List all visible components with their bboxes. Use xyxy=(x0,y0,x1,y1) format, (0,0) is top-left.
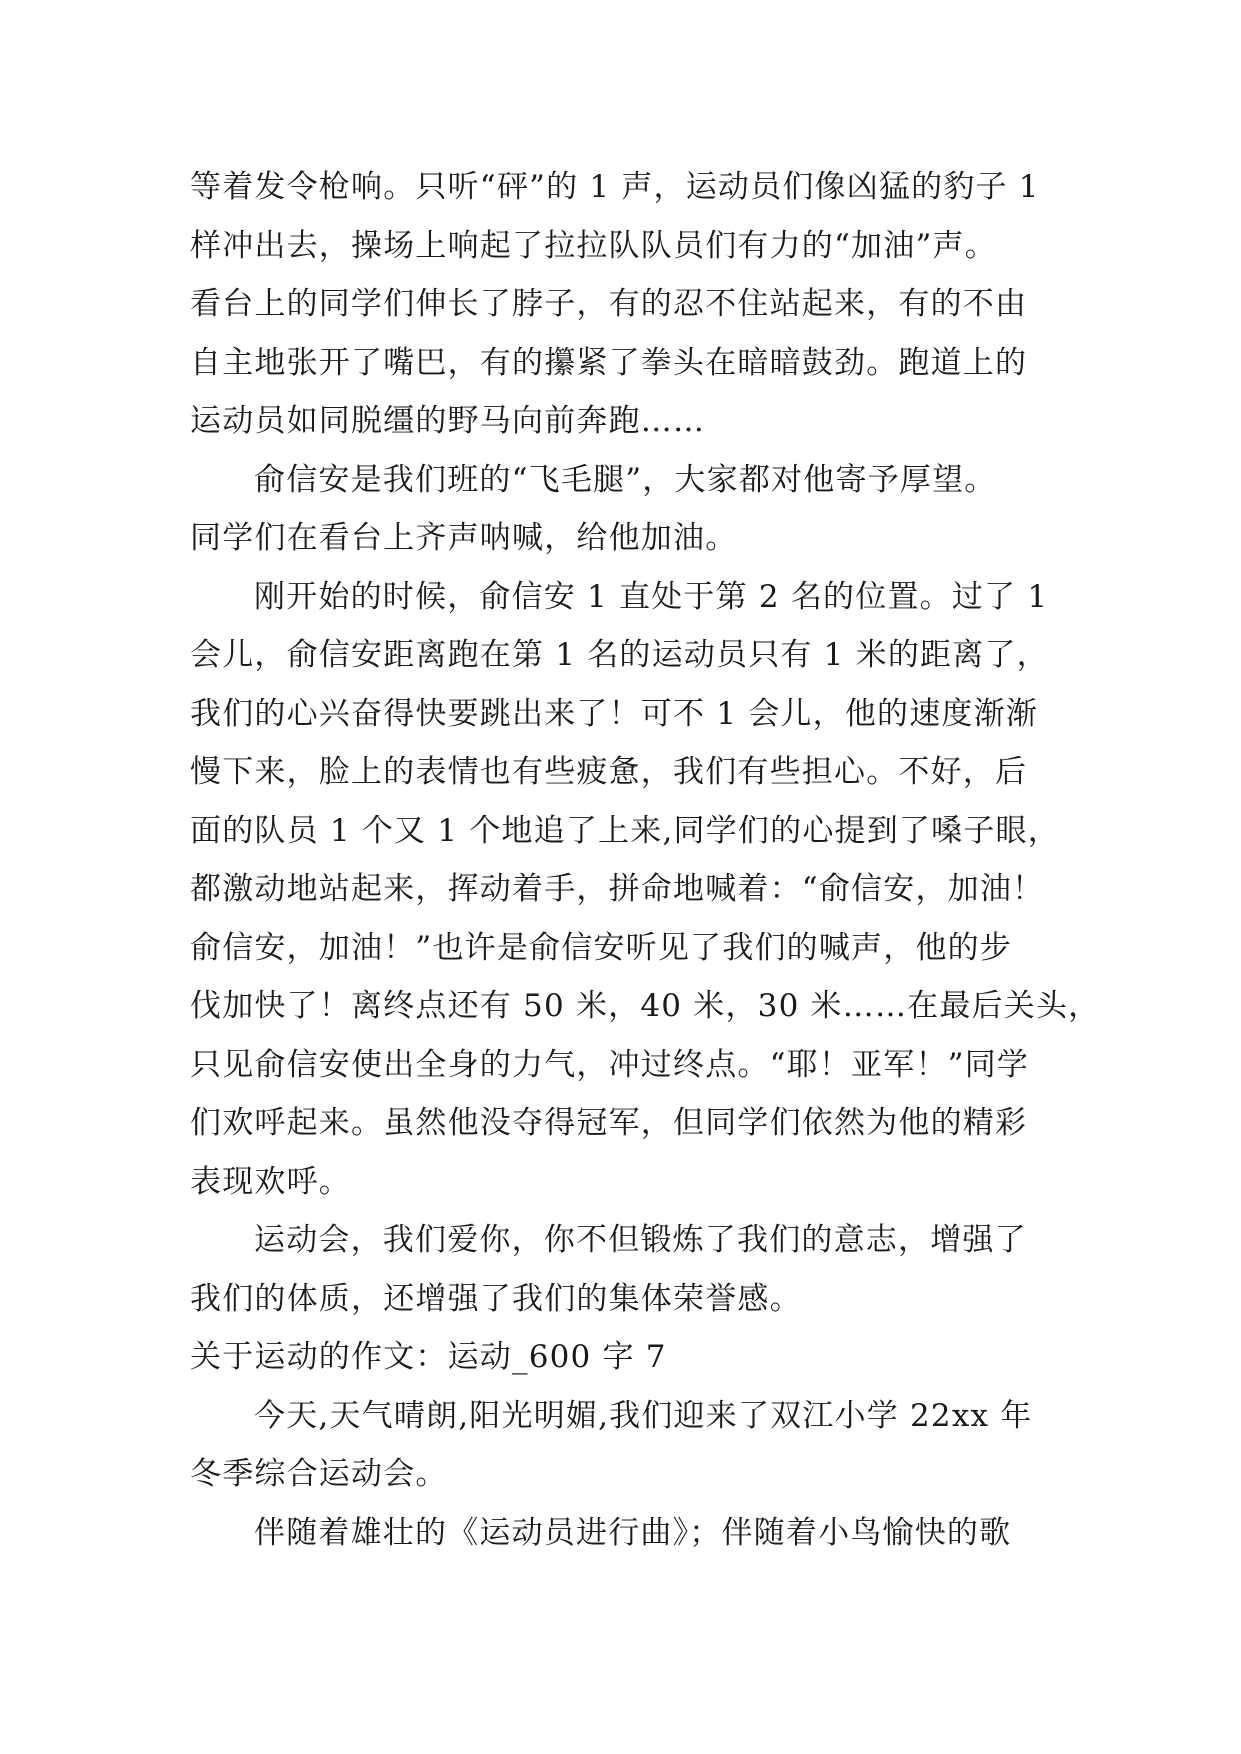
document-page xyxy=(190,158,1101,1562)
text-line: 都激动地站起来，挥动着手，拼命地喊着：“俞信安，加油！ xyxy=(190,871,1045,907)
text-line: 运动员如同脱缰的野马向前奔跑…… xyxy=(190,403,706,439)
paragraph-first-line: 刚开始的时候，俞信安 1 直处于第 2 名的位置。过了 1 xyxy=(254,578,1049,615)
text-line: 面的队员 1 个又 1 个地追了上来,同学们的心提到了嗓子眼， xyxy=(190,812,1060,849)
paragraph-first-line: 今天,天气晴朗,阳光明媚,我们迎来了双江小学 22xx 年 xyxy=(254,1397,1033,1434)
text-line: 看台上的同学们伸长了脖子，有的忍不住站起来，有的不由 xyxy=(190,286,1028,322)
text-line: 伐加快了！离终点还有 50 米，40 米，30 米……在最后关头， xyxy=(190,988,1101,1024)
text-line: 俞信安，加油！”也许是俞信安听见了我们的喊声，他的步 xyxy=(190,929,1013,966)
text-line: 等着发令枪响。只听“砰”的 1 声，运动员们像凶猛的豹子 1 xyxy=(190,169,1040,205)
section-heading: 关于运动的作文：运动_600 字 7 xyxy=(190,1339,667,1375)
text-line: 样冲出去，操场上响起了拉拉队队员们有力的“加油”声。 xyxy=(190,227,997,264)
paragraph-first-line: 伴随着雄壮的《运动员进行曲》；伴随着小鸟愉快的歌 xyxy=(254,1514,1012,1551)
text-line: 慢下来，脸上的表情也有些疲惫，我们有些担心。不好，后 xyxy=(190,754,1028,790)
text-line: 冬季综合运动会。 xyxy=(190,1456,448,1492)
text-line: 我们的体质，还增强了我们的集体荣誉感。 xyxy=(190,1280,802,1317)
text-line: 我们的心兴奋得快要跳出来了！可不 1 会儿，他的速度渐渐 xyxy=(190,695,1039,732)
text-line: 自主地张开了嘴巴，有的攥紧了拳头在暗暗鼓劲。跑道上的 xyxy=(190,344,1028,381)
text-line: 会儿，俞信安距离跑在第 1 名的运动员只有 1 米的距离了， xyxy=(190,637,1049,673)
text-line: 只见俞信安使出全身的力气，冲过终点。“耶！亚军！”同学 xyxy=(190,1046,1030,1083)
text-line: 同学们在看台上齐声呐喊，给他加油。 xyxy=(190,520,738,556)
paragraph-first-line: 运动会，我们爱你，你不但锻炼了我们的意志，增强了 xyxy=(254,1222,1027,1258)
text-line: 表现欢呼。 xyxy=(190,1163,351,1200)
paragraph-first-line: 俞信安是我们班的“飞毛腿”，大家都对他寄予厚望。 xyxy=(254,461,997,498)
text-line: 们欢呼起来。虽然他没夺得冠军，但同学们依然为他的精彩 xyxy=(190,1105,1028,1141)
